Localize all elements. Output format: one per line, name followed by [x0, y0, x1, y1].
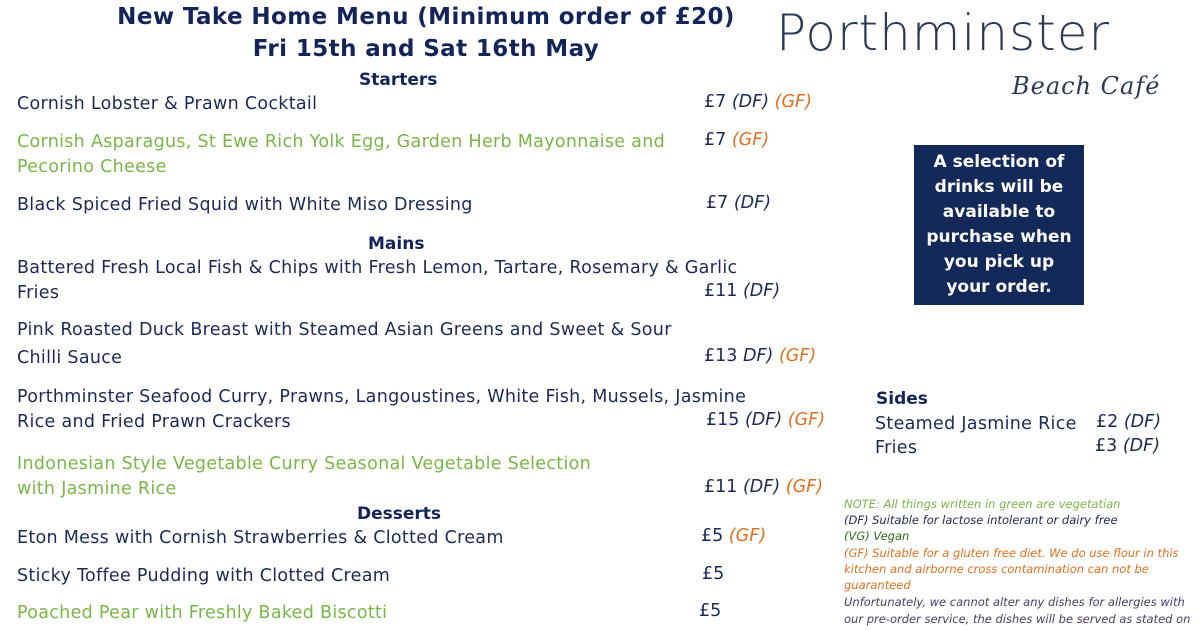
mains-heading: Mains: [368, 234, 425, 254]
side-item-2-price: £3 (DF): [1095, 436, 1161, 456]
note-allergy-1: Unfortunately, we cannot alter any dishes for allergies with: [844, 595, 1185, 609]
drinks-info-box: [914, 145, 1084, 305]
note-gluten-free-1: (GF) Suitable for a gluten free diet. We do use flour in this: [844, 546, 1179, 560]
main-item-4-name-cont: with Jasmine Rice: [17, 479, 177, 499]
main-item-3-name-cont: Rice and Fried Prawn Crackers: [17, 412, 291, 432]
main-item-1-name: Battered Fresh Local Fish & Chips with Fresh Lemon, Tartare, Rosemary & Garlic: [17, 258, 738, 278]
starter-item-3-price: £7 (DF): [706, 193, 772, 213]
note-allergy-2: our pre-order service, the dishes will be served as stated on: [844, 612, 1191, 626]
main-item-4-price: £11 (DF) (GF): [704, 477, 824, 497]
main-item-3-price: £15 (DF) (GF): [706, 410, 826, 430]
starter-item-1-price: £7 (DF) (GF): [704, 92, 812, 112]
dessert-item-2-price: £5: [702, 564, 725, 584]
note-dairy-free: (DF) Suitable for lactose intolerant or dairy free: [844, 513, 1118, 527]
note-gluten-free-2: kitchen and airborne cross contamination can not be: [844, 562, 1149, 576]
main-item-2-name: Pink Roasted Duck Breast with Steamed Asian Greens and Sweet & Sour: [17, 320, 672, 340]
note-vegetarian: NOTE: All things written in green are vegetatian: [844, 497, 1121, 511]
main-item-4-name: Indonesian Style Vegetable Curry Seasonal Vegetable Selection: [17, 454, 592, 474]
dessert-item-3-price: £5: [699, 601, 722, 621]
starters-heading: Starters: [359, 70, 438, 90]
starter-item-1-name: Cornish Lobster & Prawn Cocktail: [17, 94, 318, 114]
logo-subtitle: Beach Café: [1012, 72, 1161, 100]
desserts-heading: Desserts: [357, 504, 442, 524]
side-item-1-price: £2 (DF): [1096, 412, 1162, 432]
dessert-item-2-name: Sticky Toffee Pudding with Clotted Cream: [17, 566, 391, 586]
sides-heading: Sides: [876, 389, 928, 409]
starter-item-3-name: Black Spiced Fried Squid with White Miso Dressing: [17, 195, 473, 215]
note-gluten-free-3: guaranteed: [844, 578, 911, 592]
side-item-1-name: Steamed Jasmine Rice: [875, 414, 1077, 434]
starter-item-2-name-cont: Pecorino Cheese: [17, 157, 167, 177]
dessert-item-1-name: Eton Mess with Cornish Strawberries & Clotted Cream: [17, 528, 504, 548]
menu-title: New Take Home Menu (Minimum order of £20): [117, 4, 735, 30]
dessert-item-1-price: £5 (GF): [701, 526, 767, 546]
main-item-2-price: £13 DF) (GF): [704, 346, 817, 366]
main-item-1-price: £11 (DF): [704, 281, 781, 301]
main-item-2-name-cont: Chilli Sauce: [17, 348, 123, 368]
menu-date: Fri 15th and Sat 16th May: [252, 36, 600, 62]
dessert-item-3-name: Poached Pear with Freshly Baked Biscotti: [17, 603, 388, 623]
starter-item-2-name: Cornish Asparagus, St Ewe Rich Yolk Egg, Garden Herb Mayonnaise and: [17, 132, 665, 152]
main-item-1-name-cont: Fries: [17, 283, 60, 303]
logo-wordmark: Porthminster: [776, 4, 1111, 62]
drinks-info-text: A selection of drinks will be available to purchase when you pick up your order.: [926, 152, 1072, 297]
side-item-2-name: Fries: [875, 438, 918, 458]
main-item-3-name: Porthminster Seafood Curry, Prawns, Langoustines, White Fish, Mussels, Jasmine: [17, 387, 747, 407]
note-vegan: (VG) Vegan: [844, 529, 910, 543]
starter-item-2-price: £7 (GF): [704, 130, 770, 150]
